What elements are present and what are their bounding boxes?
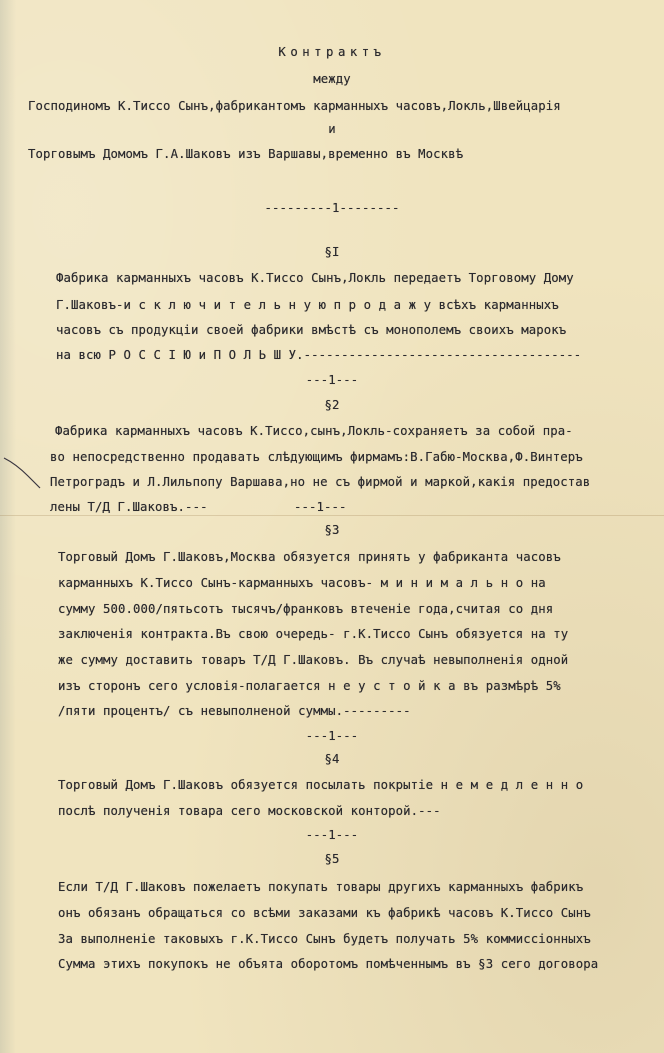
section-3-line: карманныхъ К.Тиссо Сынъ-карманныхъ часовъ- м и н и м а л ь н о на [58,576,546,590]
ink-stroke-mark [2,450,42,490]
section-5-line: онъ обязанъ обращаться со всѣми заказами къ фабрикѣ часовъ К.Тиссо Сынъ [58,906,591,920]
section-1-line: на всю Р О С С І Ю и П О Л Ь Ш У.------------------------------------- [56,348,582,362]
section-2-divider: ---1--- [294,500,347,514]
section-3-line: изъ сторонъ сего условія-полагается н е у с т о й к а въ размѣрѣ 5% [58,679,561,693]
section-3-line: Торговый Домъ Г.Шаковъ,Москва обязуется принять у фабриканта часовъ [58,550,561,564]
header-divider: ---------1-------- [264,201,400,215]
section-3-line: же сумму доставить товаръ Т/Д Г.Шаковъ. Въ случаѣ невыполненія одной [58,653,569,667]
fold-crease [0,515,664,516]
header-and: и [328,122,336,136]
section-1-line: часовъ съ продукціи своей фабрики вмѣстѣ съ монополемъ своихъ марокъ [56,323,567,337]
section-5-line: Сумма этихъ покупокъ не объята оборотомъ помѣченнымъ въ §3 сего договора [58,957,599,971]
section-1-divider: ---1--- [305,373,359,387]
section-4-line: Торговый Домъ Г.Шаковъ обязуется посылать покрытіе н е м е д л е н н о [58,778,584,792]
document-title: Контрактъ [278,45,386,59]
section-3-divider: ---1--- [305,729,359,743]
header-between: между [313,72,351,86]
section-5-line: Если Т/Д Г.Шаковъ пожелаетъ покупать товары другихъ карманныхъ фабрикъ [58,880,584,894]
section-4-divider: ---1--- [305,828,359,842]
section-1-line: Г.Шаковъ-и с к л ю ч и т е л ь н у ю п р о д а ж у всѣхъ карманныхъ [56,298,559,312]
party-one-line: Господиномъ К.Тиссо Сынъ,фабрикантомъ карманныхъ часовъ,Локль,Швейцарія [28,99,561,113]
section-4-line: послѣ полученія товара сего московской конторой.--- [58,804,441,818]
section-5-heading: §5 [324,852,340,866]
section-4-heading: §4 [324,752,340,766]
section-3-line: сумму 500.000/пятьсотъ тысячъ/франковъ втеченіе года,считая со дня [58,602,554,616]
party-two-line: Торговымъ Домомъ Г.А.Шаковъ изъ Варшавы,временно въ Москвѣ [28,147,464,161]
section-2-line: лены Т/Д Г.Шаковъ.--- [50,500,208,514]
section-3-line: заключенія контракта.Въ свою очередь- г.К.Тиссо Сынъ обязуется на ту [58,627,569,641]
section-2-heading: §2 [324,398,340,412]
section-2-line: во непосредственно продавать слѣдующимъ фирмамъ:В.Габю-Москва,Ф.Винтеръ [50,450,583,464]
section-5-line: За выполненіе таковыхъ г.К.Тиссо Сынъ будетъ получать 5% коммиссіонныхъ [58,932,591,946]
section-3-heading: §3 [324,523,340,537]
section-1-line: Фабрика карманныхъ часовъ К.Тиссо Сынъ,Локль передаетъ Торговому Дому [56,271,574,285]
section-3-line: /пяти процентъ/ съ невыполненой суммы.--------- [58,704,411,718]
section-2-line: Петроградъ и Л.Лильпопу Варшава,но не съ фирмой и маркой,какія предостав [50,475,591,489]
section-2-line: Фабрика карманныхъ часовъ К.Тиссо,сынъ,Локль-сохраняетъ за собой пра- [55,424,573,438]
section-1-heading: §I [324,245,340,259]
